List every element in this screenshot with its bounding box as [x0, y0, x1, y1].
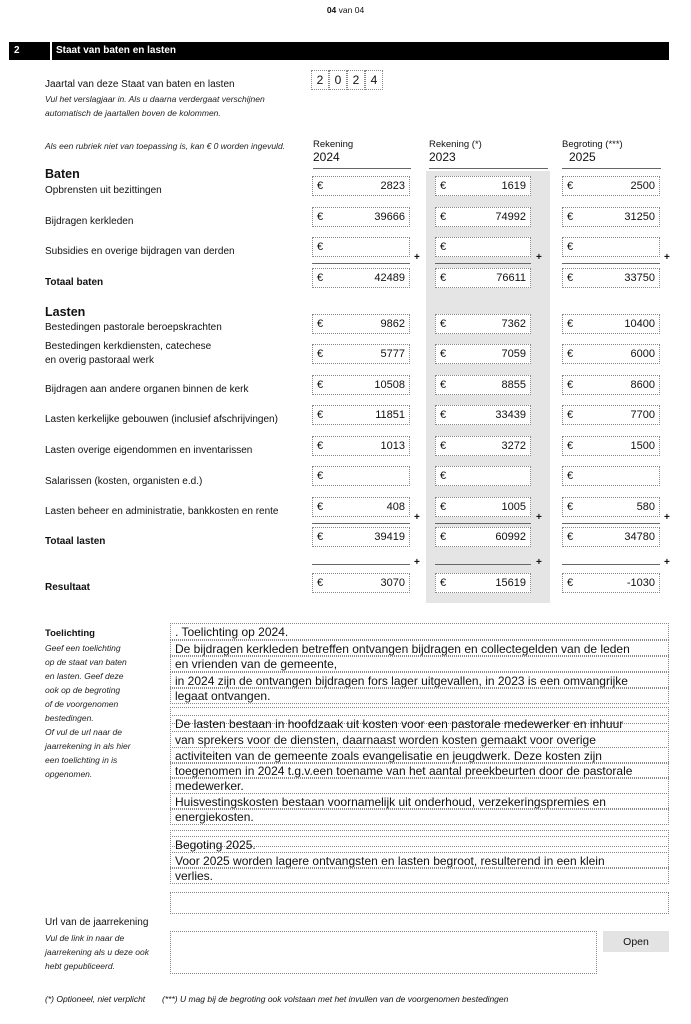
euro-sign: € [567, 180, 574, 192]
row-label-salarissen: Salarissen (kosten, organisten e.d.) [45, 476, 203, 487]
row-label-subsidies: Subsidies en overige bijdragen van derden [45, 246, 235, 257]
note-not-applicable: Als een rubriek niet van toepassing is, kan € 0 worden ingevuld. [45, 141, 286, 151]
euro-sign: € [440, 409, 447, 421]
euro-sign: € [440, 211, 447, 223]
amount-value: 3272 [501, 440, 526, 452]
url-input[interactable] [170, 931, 597, 974]
amount-field-kerkdiensten-col1[interactable] [312, 344, 410, 364]
col-header-2 [429, 139, 482, 163]
separator-line [562, 263, 660, 264]
toelichting-line[interactable]: legaat ontvangen. [170, 687, 669, 704]
amount-value: 31250 [624, 211, 655, 223]
amount-field-eigendommen-col3[interactable] [562, 436, 660, 456]
amount-field-organen-col3[interactable] [562, 375, 660, 395]
euro-sign: € [317, 318, 324, 330]
separator-line [312, 263, 410, 264]
amount-field-opbrensten-col3[interactable] [562, 176, 660, 196]
col-2-header-line [429, 168, 548, 169]
toelichting-line[interactable]: en vrienden van de gemeente, [170, 655, 669, 672]
amount-value: 1013 [380, 440, 405, 452]
amount-value: 10400 [624, 318, 655, 330]
row-label-organen: Bijdragen aan andere organen binnen de kerk [45, 384, 249, 395]
euro-sign: € [440, 318, 447, 330]
year-label: Jaartal van deze Staat van baten en lasten [45, 79, 235, 90]
section-divider [50, 42, 52, 60]
amount-value: 10508 [374, 379, 405, 391]
row-label-gebouwen: Lasten kerkelijke gebouwen (inclusief afschrijvingen) [45, 414, 278, 425]
row-label-resultaat: Resultaat [45, 582, 91, 593]
euro-sign: € [317, 241, 324, 253]
plus-sign: + [414, 512, 420, 523]
toelichting-line[interactable]: medewerker. [170, 777, 669, 794]
toelichting-title: Toelichting [45, 628, 95, 639]
plus-sign: + [536, 252, 542, 263]
separator-line [435, 564, 531, 565]
euro-sign: € [567, 211, 574, 223]
year-digit-3[interactable]: 2 [347, 70, 365, 90]
amount-value: 1005 [501, 501, 526, 513]
amount-field-salarissen-col2[interactable] [435, 466, 531, 486]
col-1-header-line [313, 168, 411, 169]
toelichting-help-line: jaarrekening in als hier [45, 741, 131, 751]
col-header-2-year: 2023 [429, 150, 456, 164]
toelichting-line[interactable]: van sprekers voor de diensten, daarnaast worden kosten gemaakt voor overige [170, 731, 669, 748]
separator-line [562, 564, 660, 565]
plus-sign: + [664, 557, 670, 568]
euro-sign: € [567, 379, 574, 391]
amount-field-resultaat-col3[interactable] [562, 573, 660, 593]
col-header-1-year: 2024 [313, 150, 340, 164]
euro-sign: € [317, 501, 324, 513]
amount-field-subsidies-col3[interactable] [562, 237, 660, 257]
amount-value: 7059 [501, 348, 526, 360]
euro-sign: € [317, 211, 324, 223]
toelichting-help-line: een toelichting in is [45, 755, 118, 765]
euro-sign: € [440, 272, 447, 284]
amount-value: 34780 [624, 531, 655, 543]
euro-sign: € [440, 470, 447, 482]
col-header-1 [313, 139, 353, 163]
baten-heading: Baten [45, 167, 80, 181]
amount-value: 33439 [495, 409, 526, 421]
toelichting-help-line: Geef een toelichting [45, 643, 121, 653]
separator-line [562, 523, 660, 524]
euro-sign: € [317, 272, 324, 284]
euro-sign: € [440, 440, 447, 452]
col-3-header-line [562, 168, 661, 169]
year-digit-1[interactable]: 2 [311, 70, 329, 90]
lasten-heading: Lasten [45, 305, 86, 319]
url-help-2: jaarrekening als u deze ook [45, 947, 149, 957]
section-header [9, 42, 669, 60]
toelichting-help-line: op de staat van baten [45, 657, 127, 667]
footnote-budget: (***) U mag bij de begroting ook volstaan met het invullen van de voorgenomen bestedingen [162, 994, 509, 1004]
amount-field-totaal-baten-col2[interactable] [435, 268, 531, 288]
amount-value: 3070 [380, 577, 405, 589]
euro-sign: € [317, 409, 324, 421]
amount-field-kerkdiensten-col3[interactable] [562, 344, 660, 364]
year-help-2: automatisch de jaartallen boven de kolommen. [45, 108, 221, 118]
euro-sign: € [567, 577, 574, 589]
toelichting-help-line: bestedingen. [45, 713, 94, 723]
amount-value: 2500 [630, 180, 655, 192]
amount-value: 7362 [501, 318, 526, 330]
amount-value: 33750 [624, 272, 655, 284]
euro-sign: € [317, 577, 324, 589]
euro-sign: € [567, 440, 574, 452]
amount-field-beheer-col2[interactable] [435, 497, 531, 517]
amount-field-kerkdiensten-col2[interactable] [435, 344, 531, 364]
toelichting-help-line: ook op de begroting [45, 685, 121, 695]
row-label-pastorale: Bestedingen pastorale beroepskrachten [45, 322, 222, 333]
row-label-kerkdiensten: Bestedingen kerkdiensten, catechese [45, 341, 212, 352]
amount-field-subsidies-col1[interactable] [312, 237, 410, 257]
euro-sign: € [440, 348, 447, 360]
amount-field-gebouwen-col3[interactable] [562, 405, 660, 425]
toelichting-help [45, 641, 131, 781]
amount-value: 11851 [375, 409, 405, 421]
amount-field-salarissen-col1[interactable] [312, 466, 410, 486]
amount-field-totaal-baten-col3[interactable] [562, 268, 660, 288]
plus-sign: + [536, 512, 542, 523]
row-label-bijdragen-kerkleden: Bijdragen kerkleden [45, 216, 134, 227]
toelichting-line[interactable] [170, 892, 669, 914]
url-help-1: Vul de link in naar de [45, 933, 125, 943]
year-help-1: Vul het verslagjaar in. Als u daarna verdergaat verschijnen [45, 94, 265, 104]
euro-sign: € [440, 241, 447, 253]
amount-value: 39666 [374, 211, 405, 223]
toelichting-line[interactable]: energiekosten. [170, 808, 669, 825]
section-number: 2 [14, 45, 20, 56]
toelichting-line[interactable]: in 2024 zijn de ontvangen bijdragen fors lager uitgevallen, in 2023 is een omvangrijke [170, 672, 669, 689]
amount-field-eigendommen-col2[interactable] [435, 436, 531, 456]
amount-field-pastorale-col3[interactable] [562, 314, 660, 334]
euro-sign: € [567, 409, 574, 421]
year-digit-4[interactable]: 4 [365, 70, 383, 90]
amount-field-bijdragen-kerkleden-col2[interactable] [435, 207, 531, 227]
amount-value: -1030 [626, 577, 655, 589]
euro-sign: € [317, 180, 324, 192]
row-label-kerkdiensten-2: en overig pastoraal werk [45, 355, 154, 366]
separator-line [435, 263, 531, 264]
toelichting-line[interactable]: verlies. [170, 867, 669, 884]
plus-sign: + [664, 512, 670, 523]
toelichting-line[interactable]: De bijdragen kerkleden betreffen ontvangen bijdragen en collectegelden van de leden [170, 640, 669, 657]
euro-sign: € [567, 272, 574, 284]
amount-field-eigendommen-col1[interactable] [312, 436, 410, 456]
amount-value: 39419 [374, 531, 405, 543]
euro-sign: € [317, 531, 324, 543]
euro-sign: € [440, 180, 447, 192]
euro-sign: € [567, 318, 574, 330]
plus-sign: + [536, 557, 542, 568]
separator-line [312, 564, 410, 565]
toelichting-line[interactable]: De lasten bestaan in hoofdzaak uit kosten voor een pastorale medewerker en inhuur [170, 715, 669, 732]
amount-value: 15619 [495, 577, 526, 589]
toelichting-line[interactable]: Voor 2025 worden lagere ontvangsten en lasten begroot, resulterend in een klein [170, 852, 669, 869]
amount-field-salarissen-col3[interactable] [562, 466, 660, 486]
euro-sign: € [567, 531, 574, 543]
row-label-opbrensten: Opbrensten uit bezittingen [45, 185, 162, 196]
col-header-2-label: Rekening (*) [429, 139, 482, 150]
amount-field-totaal-baten-col1[interactable] [312, 268, 410, 288]
plus-sign: + [414, 252, 420, 263]
amount-value: 76611 [496, 272, 526, 284]
row-label-totaal-baten: Totaal baten [45, 277, 104, 288]
amount-value: 1500 [630, 440, 655, 452]
toelichting-line[interactable]: Huisvestingskosten bestaan voornamelijk uit onderhoud, verzekeringspremies en [170, 793, 669, 810]
col-header-3-year: 2025 [569, 150, 596, 164]
amount-field-opbrensten-col1[interactable] [312, 176, 410, 196]
row-label-eigendommen: Lasten overige eigendommen en inventarissen [45, 445, 253, 456]
toelichting-help-line: of de voorgenomen [45, 699, 119, 709]
amount-field-subsidies-col2[interactable] [435, 237, 531, 257]
euro-sign: € [567, 470, 574, 482]
euro-sign: € [317, 470, 324, 482]
euro-sign: € [567, 501, 574, 513]
amount-field-organen-col2[interactable] [435, 375, 531, 395]
amount-field-totaal-lasten-col2[interactable] [435, 527, 531, 547]
amount-value: 2823 [380, 180, 405, 192]
footnote-optional: (*) Optioneel, niet verplicht [45, 994, 146, 1004]
amount-field-resultaat-col2[interactable] [435, 573, 531, 593]
amount-field-bijdragen-kerkleden-col1[interactable] [312, 207, 410, 227]
amount-field-totaal-lasten-col3[interactable] [562, 527, 660, 547]
url-help-3: hebt gepubliceerd. [45, 961, 115, 971]
toelichting-help-line: opgenomen. [45, 769, 93, 779]
row-label-totaal-lasten: Totaal lasten [45, 536, 106, 547]
col-header-1-label: Rekening [313, 139, 354, 150]
amount-field-pastorale-col2[interactable] [435, 314, 531, 334]
amount-value: 7700 [630, 409, 655, 421]
amount-value: 1619 [501, 180, 526, 192]
section-title: Staat van baten en lasten [56, 45, 177, 56]
amount-value: 74992 [495, 211, 526, 223]
amount-field-pastorale-col1[interactable] [312, 314, 410, 334]
page-number [0, 5, 691, 15]
amount-value: 408 [386, 501, 405, 513]
separator-line [435, 523, 531, 524]
amount-field-resultaat-col1[interactable] [312, 573, 410, 593]
amount-value: 6000 [630, 348, 655, 360]
amount-field-beheer-col1[interactable] [312, 497, 410, 517]
plus-sign: + [664, 252, 670, 263]
amount-value: 8600 [630, 379, 655, 391]
toelichting-help-line: en lasten. Geef deze [45, 671, 124, 681]
amount-value: 8855 [501, 379, 526, 391]
euro-sign: € [440, 379, 447, 391]
toelichting-help-line: Of vul de url naar de [45, 727, 123, 737]
euro-sign: € [317, 348, 324, 360]
plus-sign: + [414, 557, 420, 568]
toelichting-line[interactable]: Begoting 2025. [170, 836, 669, 853]
amount-value: 5777 [380, 348, 405, 360]
amount-field-organen-col1[interactable] [312, 375, 410, 395]
euro-sign: € [567, 348, 574, 360]
amount-field-beheer-col3[interactable] [562, 497, 660, 517]
euro-sign: € [440, 577, 447, 589]
amount-value: 42489 [374, 272, 405, 284]
col-header-3 [562, 139, 623, 163]
euro-sign: € [440, 531, 447, 543]
euro-sign: € [317, 440, 324, 452]
amount-field-totaal-lasten-col1[interactable] [312, 527, 410, 547]
amount-field-opbrensten-col2[interactable] [435, 176, 531, 196]
euro-sign: € [440, 501, 447, 513]
euro-sign: € [317, 379, 324, 391]
col-header-3-label: Begroting (***) [562, 139, 623, 150]
page-of: van 04 [338, 5, 365, 15]
separator-line [312, 523, 410, 524]
amount-value: 580 [636, 501, 655, 513]
toelichting-line[interactable]: . Toelichting op 2024. [170, 623, 669, 640]
url-label: Url van de jaarrekening [45, 917, 149, 928]
amount-field-gebouwen-col2[interactable] [435, 405, 531, 425]
page-current: 04 [326, 5, 337, 15]
row-label-beheer: Lasten beheer en administratie, bankkosten en rente [45, 506, 279, 517]
amount-field-gebouwen-col1[interactable] [312, 405, 410, 425]
year-digit-2[interactable]: 0 [329, 70, 347, 90]
open-button[interactable]: Open [603, 931, 669, 952]
toelichting-line[interactable]: activiteiten van de gemeente zoals evangelisatie en jeugdwerk. Deze kosten zijn [170, 747, 669, 764]
amount-value: 9862 [380, 318, 405, 330]
euro-sign: € [567, 241, 574, 253]
amount-field-bijdragen-kerkleden-col3[interactable] [562, 207, 660, 227]
toelichting-line[interactable]: toegenomen in 2024 t.g.v.een toename van het aantal preekbeurten door de pastorale [170, 762, 669, 779]
amount-value: 60992 [495, 531, 526, 543]
